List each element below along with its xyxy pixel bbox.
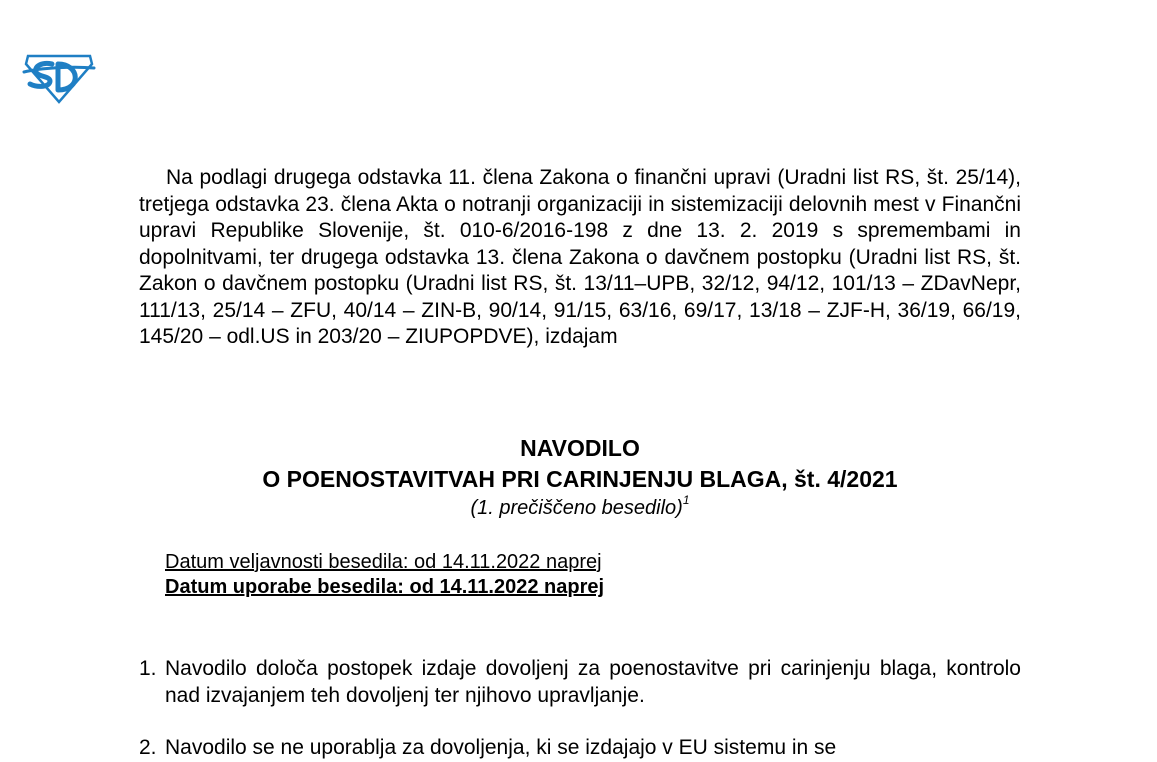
list-item-text: Navodilo določa postopek izdaje dovoljenj za poenostavitve pri carinjenju blaga, kontrolo nad izvajanjem teh dovoljenj ter njihovo upravljanje.	[165, 657, 1021, 707]
list-item-number: 1.	[139, 657, 157, 680]
document-title: NAVODILO	[520, 435, 640, 461]
intro-paragraph: Na podlagi drugega odstavka 11. člena Zakona o finančni upravi (Uradni list RS, št. 25/14), tretjega odstavka 23. člena Akta o notranji organizaciji in sistemizaciji delovnih mest v Finančni upravi Republike Slovenije, št. 010-6/2016-198 z dne 13. 2. 2019 s spremembami in dopolnitvami, ter drugega odstavka 13. člena Zakona o davčnem postopku (Uradni list RS, št. Zakon o davčnem postopku (Uradni list RS, št. 13/11–UPB, 32/12, 94/12, 101/13 – ZDavNepr, 111/13, 25/14 – ZFU, 40/14 – ZIN-B, 90/14, 91/15, 63/16, 69/17, 13/18 – ZJF-H, 36/19, 66/19, 145/20 – odl.US in 203/20 – ZIUPOPDVE), izdajam	[139, 166, 1021, 348]
footnote-mark[interactable]: 1	[682, 493, 690, 507]
sd-shield-logo-icon	[22, 50, 96, 104]
validity-date: Datum veljavnosti besedila: od 14.11.2022 naprej	[165, 551, 602, 573]
application-date: Datum uporabe besedila: od 14.11.2022 naprej	[165, 576, 605, 598]
list-item	[139, 735, 1021, 762]
list-item-number: 2.	[139, 736, 157, 759]
subtitle-text: (1. prečiščeno besedilo)	[470, 497, 683, 519]
document-subtitle	[139, 495, 1021, 521]
list-item-text: Navodilo se ne uporablja za dovoljenja, ki se izdajajo v EU sistemu in se	[165, 736, 837, 759]
document-subject: O POENOSTAVITVAH PRI CARINJENJU BLAGA, št. 4/2021	[262, 466, 898, 492]
list-item	[139, 656, 1021, 709]
